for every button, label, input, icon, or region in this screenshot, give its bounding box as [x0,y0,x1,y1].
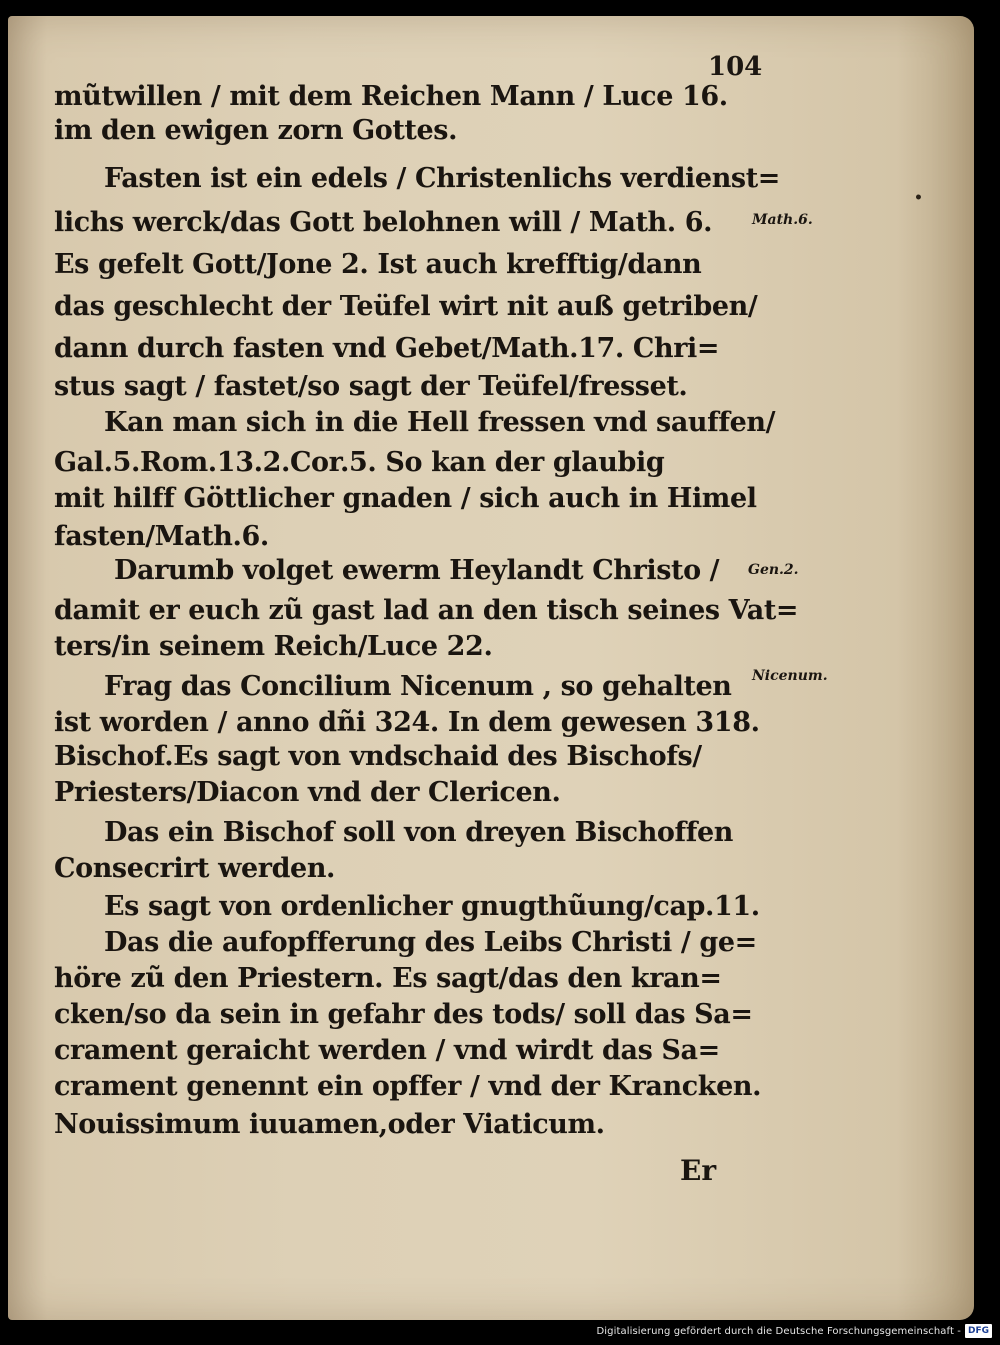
text-line-1: mũtwillen / mit dem Reichen Mann / Luce 16. [54,81,728,112]
text-line-16: Frag das Concilium Nicenum , so gehalten [104,671,732,702]
text-line-24: höre zũ den Priestern. Es sagt/das den kran= [54,963,722,994]
credit-text: Digitalisierung gefördert durch die Deutsche Forschungsgemeinschaft - [596,1325,961,1337]
text-line-15: ters/in seinem Reich/Luce 22. [54,631,493,662]
digitization-credit [596,1321,992,1341]
text-line-20: Das ein Bischof soll von dreyen Bischoffen [104,817,733,848]
book-page [8,16,974,1320]
text-line-25: cken/so da sein in gefahr des tods/ soll das Sa= [54,999,753,1030]
text-line-10: Gal.5.Rom.13.2.Cor.5. So kan der glaubig [54,447,665,478]
text-line-13: Darumb volget ewerm Heylandt Christo / [114,555,720,586]
text-line-4: lichs werck/das Gott belohnen will / Math. 6. [54,207,713,238]
marginal-note-math: Math.6. [752,212,813,228]
text-line-7: dann durch fasten vnd Gebet/Math.17. Chri= [54,333,720,364]
text-line-14: damit er euch zũ gast lad an den tisch seines Vat= [54,595,799,626]
text-line-28: Nouissimum iuuamen,oder Viaticum. [54,1109,605,1140]
text-line-3: Fasten ist ein edels / Christenlichs verdienst= [104,163,781,194]
text-line-5: Es gefelt Gott/Jone 2. Ist auch krefftig/dann [54,249,702,280]
text-line-2: im den ewigen zorn Gottes. [54,115,458,146]
text-line-19: Priesters/Diacon vnd der Clericen. [54,777,561,808]
text-line-9: Kan man sich in die Hell fressen vnd sauffen/ [104,407,776,438]
text-line-11: mit hilff Göttlicher gnaden / sich auch in Himel [54,483,757,514]
dfg-logo-icon: DFG [965,1324,992,1338]
text-line-26: crament geraicht werden / vnd wirdt das Sa= [54,1035,720,1066]
text-line-23: Das die aufopfferung des Leibs Christi / ge= [104,927,757,958]
text-line-27: crament genennt ein opffer / vnd der Krancken. [54,1071,762,1102]
marginal-note-gen: Gen.2. [748,562,799,578]
marginal-note-nicenum: Nicenum. [752,668,828,684]
text-line-18: Bischof.Es sagt von vndschaid des Bischofs/ [54,741,702,772]
text-line-12: fasten/Math.6. [54,521,269,552]
text-line-21: Consecrirt werden. [54,853,336,884]
text-line-6: das geschlecht der Teüfel wirt nit auß getriben/ [54,291,758,322]
page-number: 104 [708,52,763,82]
text-line-22: Es sagt von ordenlicher gnugthũung/cap.11. [104,891,760,922]
text-line-17: ist worden / anno dñi 324. In dem gewesen 318. [54,707,760,738]
text-line-8: stus sagt / fastet/so sagt der Teüfel/fresset. [54,371,688,402]
catchword: Er [680,1154,717,1187]
ink-speck: • [914,190,923,206]
